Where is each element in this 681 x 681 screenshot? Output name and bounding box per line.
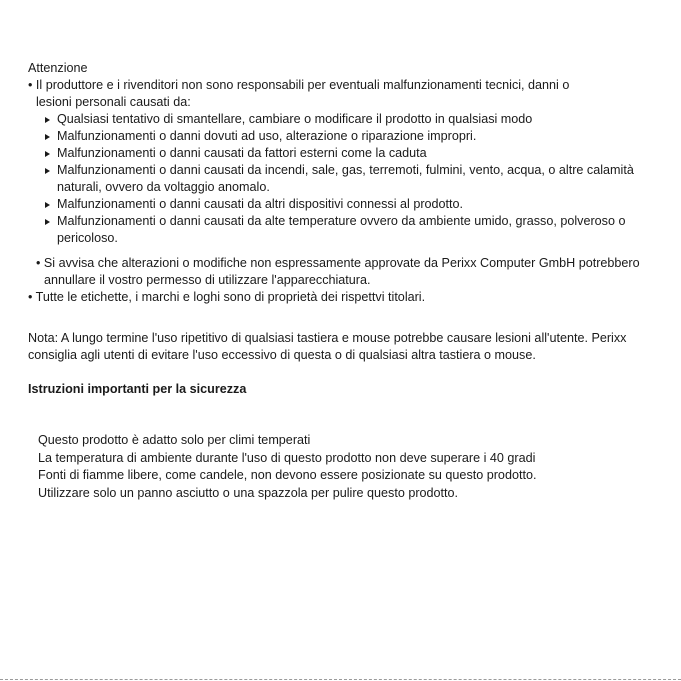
cause-item: Qualsiasi tentativo di smantellare, cambiare o modificare il prodotto in qualsiasi modo	[48, 111, 653, 128]
safety-item: Utilizzare solo un panno asciutto o una spazzola per pulire questo prodotto.	[38, 485, 459, 500]
spacer	[28, 306, 653, 330]
cause-list	[28, 111, 653, 247]
warning-bullet-3: • Tutte le etichette, i marchi e loghi sono di proprietà dei rispettvi titolari.	[28, 290, 426, 304]
safety-list	[28, 432, 653, 502]
safety-heading: Istruzioni importanti per la sicurezza	[28, 382, 247, 396]
cause-item: Malfunzionamenti o danni dovuti ad uso, alterazione o riparazione impropri.	[48, 128, 653, 145]
cause-item: Malfunzionamenti o danni causati da altri dispositivi connessi al prodotto.	[48, 196, 653, 213]
note-paragraph: Nota: A lungo termine l'uso ripetitivo di qualsiasi tastiera e mouse potrebbe causare lesioni all'utente. Perixx consiglia agli utenti di evitare l'uso eccessivo di questa o di qualsiasi altra tastiera o mouse.	[28, 331, 627, 362]
warning-bullet-1-line-2: lesioni personali causati da:	[36, 95, 191, 109]
spacer	[28, 247, 653, 255]
warning-bullet-1-line-1: • Il produttore e i rivenditori non sono responsabili per eventuali malfunzionamenti tecnici, danni o	[28, 78, 570, 92]
cause-item: Malfunzionamenti o danni causati da alte temperature ovvero da ambiente umido, grasso, polveroso o pericoloso.	[48, 213, 653, 247]
spacer	[28, 364, 653, 381]
cause-item: Malfunzionamenti o danni causati da incendi, sale, gas, terremoti, fulmini, vento, acqua, o altre calamità naturali, ovvero da voltaggio anomalo.	[48, 162, 653, 196]
manual-page	[28, 60, 653, 502]
warning-bullet-2: • Si avvisa che alterazioni o modifiche non espressamente approvate da Perixx Computer GmbH potrebbero annullare il vostro permesso di utilizzare l'apparecchiatura.	[36, 256, 640, 287]
cause-item: Malfunzionamenti o danni causati da fattori esterni come la caduta	[48, 145, 653, 162]
safety-item: Questo prodotto è adatto solo per climi temperati	[38, 433, 311, 447]
safety-item: Fonti di fiamme libere, come candele, non devono essere posizionate su questo prodotto.	[38, 468, 537, 482]
warning-title: Attenzione	[28, 61, 88, 75]
safety-item: La temperatura di ambiente durante l'uso di questo prodotto non deve superare i 40 gradi	[38, 450, 536, 465]
page-bottom-rule	[0, 679, 681, 680]
